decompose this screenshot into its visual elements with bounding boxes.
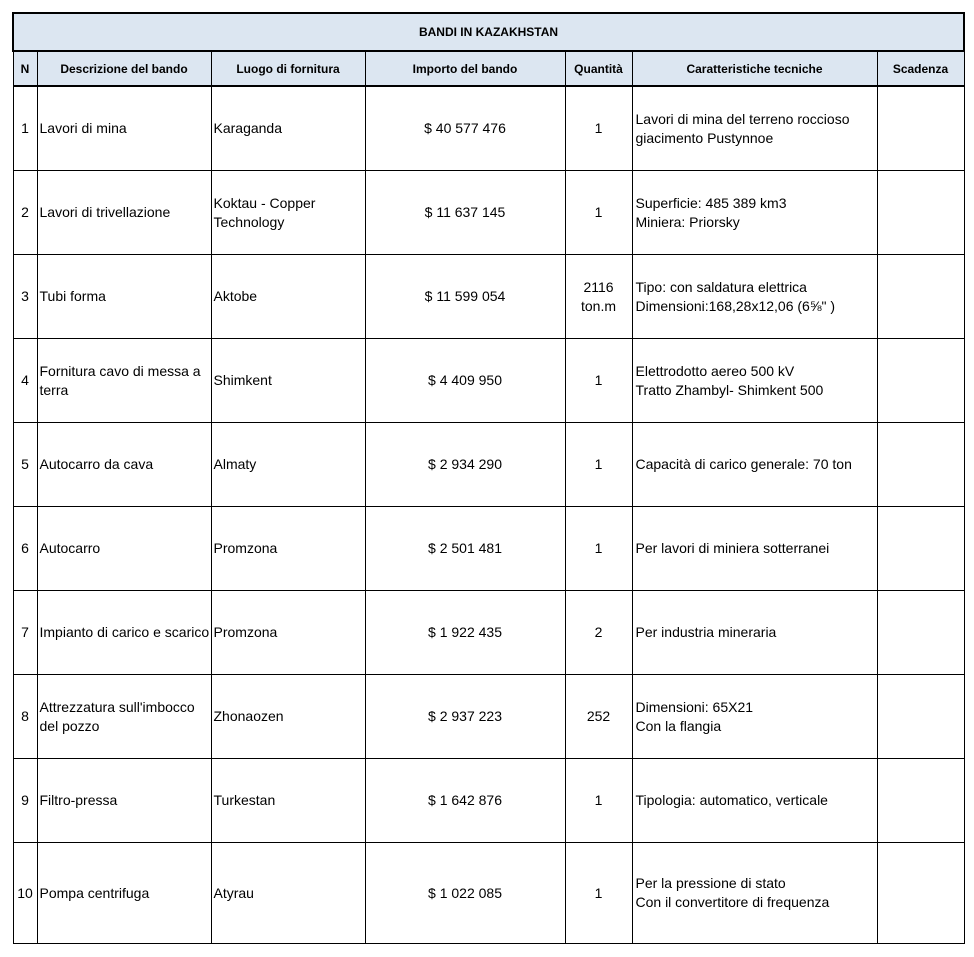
tech-line-1: Tipologia: automatico, verticale <box>635 792 828 808</box>
cell-descrizione: Autocarro <box>37 507 211 591</box>
cell-importo: $ 1 922 435 <box>365 591 565 675</box>
cell-caratteristiche <box>632 507 877 591</box>
cell-n: 1 <box>13 86 37 171</box>
tech-line-2: Miniera: Priorsky <box>635 213 740 230</box>
cell-importo: $ 4 409 950 <box>365 339 565 423</box>
cell-descrizione: Lavori di trivellazione <box>37 171 211 255</box>
tech-line-1: Superficie: 485 389 km3 <box>635 194 787 211</box>
header-n: N <box>13 51 37 86</box>
cell-descrizione: Fornitura cavo di messa a terra <box>37 339 211 423</box>
cell-caratteristiche <box>632 171 877 255</box>
cell-quantita: 252 <box>565 675 632 759</box>
cell-luogo: Shimkent <box>211 339 365 423</box>
cell-luogo: Zhonaozen <box>211 675 365 759</box>
cell-quantita: 1 <box>565 86 632 171</box>
cell-descrizione: Attrezzatura sull'imbocco del pozzo <box>37 675 211 759</box>
cell-descrizione: Filtro-pressa <box>37 759 211 843</box>
tech-line-1: Per lavori di miniera sotterranei <box>635 540 830 556</box>
cell-scadenza <box>877 171 964 255</box>
tech-line-1: Lavori di mina del terreno roccioso <box>635 110 850 127</box>
cell-n: 8 <box>13 675 37 759</box>
table-row <box>13 171 964 255</box>
cell-n: 3 <box>13 255 37 339</box>
cell-quantita: 1 <box>565 759 632 843</box>
cell-caratteristiche <box>632 423 877 507</box>
cell-luogo: Atyrau <box>211 843 365 944</box>
tech-line-1: Tipo: con saldatura elettrica <box>635 278 807 295</box>
cell-n: 10 <box>13 843 37 944</box>
cell-n: 4 <box>13 339 37 423</box>
tech-line-2: Dimensioni:168,28x12,06 (6⅝" ) <box>635 297 836 314</box>
header-caratteristiche: Caratteristiche tecniche <box>632 51 877 86</box>
cell-scadenza <box>877 507 964 591</box>
table-row <box>13 759 964 843</box>
header-scadenza: Scadenza <box>877 51 964 86</box>
cell-quantita: 2116 ton.m <box>565 255 632 339</box>
tenders-table <box>12 12 965 944</box>
table-row <box>13 86 964 171</box>
cell-luogo: Promzona <box>211 591 365 675</box>
cell-importo: $ 1 642 876 <box>365 759 565 843</box>
table-row <box>13 423 964 507</box>
tech-line-1: Capacità di carico generale: 70 ton <box>635 456 852 472</box>
cell-scadenza <box>877 255 964 339</box>
cell-scadenza <box>877 759 964 843</box>
cell-caratteristiche <box>632 843 877 944</box>
cell-scadenza <box>877 843 964 944</box>
cell-quantita: 1 <box>565 339 632 423</box>
title-row <box>13 13 964 51</box>
tech-line-2: Con il convertitore di frequenza <box>635 894 830 910</box>
cell-descrizione: Pompa centrifuga <box>37 843 211 944</box>
cell-descrizione: Lavori di mina <box>37 86 211 171</box>
cell-quantita: 1 <box>565 507 632 591</box>
cell-caratteristiche <box>632 255 877 339</box>
header-luogo: Luogo di fornitura <box>211 51 365 86</box>
cell-luogo: Promzona <box>211 507 365 591</box>
table-row <box>13 255 964 339</box>
header-row <box>13 51 964 86</box>
cell-n: 6 <box>13 507 37 591</box>
tech-line-1: Per la pressione di stato <box>635 875 786 891</box>
cell-caratteristiche <box>632 86 877 171</box>
cell-caratteristiche <box>632 339 877 423</box>
cell-importo: $ 1 022 085 <box>365 843 565 944</box>
cell-descrizione: Tubi forma <box>37 255 211 339</box>
table-row <box>13 507 964 591</box>
cell-n: 2 <box>13 171 37 255</box>
cell-n: 9 <box>13 759 37 843</box>
cell-n: 7 <box>13 591 37 675</box>
tech-line-1: Dimensioni: 65X21 <box>635 698 754 715</box>
cell-descrizione: Autocarro da cava <box>37 423 211 507</box>
cell-importo: $ 11 637 145 <box>365 171 565 255</box>
table-row <box>13 675 964 759</box>
table-row <box>13 591 964 675</box>
cell-luogo: Turkestan <box>211 759 365 843</box>
cell-scadenza <box>877 591 964 675</box>
table-row <box>13 843 964 944</box>
cell-caratteristiche <box>632 675 877 759</box>
tech-line-1: Per industria mineraria <box>635 624 777 640</box>
cell-importo: $ 2 937 223 <box>365 675 565 759</box>
header-descrizione: Descrizione del bando <box>37 51 211 86</box>
cell-descrizione: Impianto di carico e scarico <box>37 591 211 675</box>
cell-quantita: 1 <box>565 171 632 255</box>
cell-luogo: Almaty <box>211 423 365 507</box>
cell-quantita: 1 <box>565 843 632 944</box>
cell-quantita: 2 <box>565 591 632 675</box>
cell-importo: $ 2 501 481 <box>365 507 565 591</box>
cell-luogo: Koktau - Copper Technology <box>211 171 365 255</box>
tech-line-2: Tratto Zhambyl- Shimkent 500 <box>635 381 824 398</box>
cell-scadenza <box>877 86 964 171</box>
cell-luogo: Karaganda <box>211 86 365 171</box>
cell-importo: $ 11 599 054 <box>365 255 565 339</box>
cell-caratteristiche <box>632 759 877 843</box>
header-importo: Importo del bando <box>365 51 565 86</box>
tech-line-2: Con la flangia <box>635 717 722 734</box>
cell-quantita: 1 <box>565 423 632 507</box>
cell-scadenza <box>877 675 964 759</box>
cell-importo: $ 40 577 476 <box>365 86 565 171</box>
tech-line-1: Elettrodotto aereo 500 kV <box>635 362 795 379</box>
cell-luogo: Aktobe <box>211 255 365 339</box>
table-row <box>13 339 964 423</box>
tech-line-2: giacimento Pustynnoe <box>635 129 774 146</box>
table-title: BANDI IN KAZAKHSTAN <box>13 13 964 51</box>
cell-n: 5 <box>13 423 37 507</box>
header-quantita: Quantità <box>565 51 632 86</box>
cell-importo: $ 2 934 290 <box>365 423 565 507</box>
cell-scadenza <box>877 423 964 507</box>
cell-scadenza <box>877 339 964 423</box>
cell-caratteristiche <box>632 591 877 675</box>
